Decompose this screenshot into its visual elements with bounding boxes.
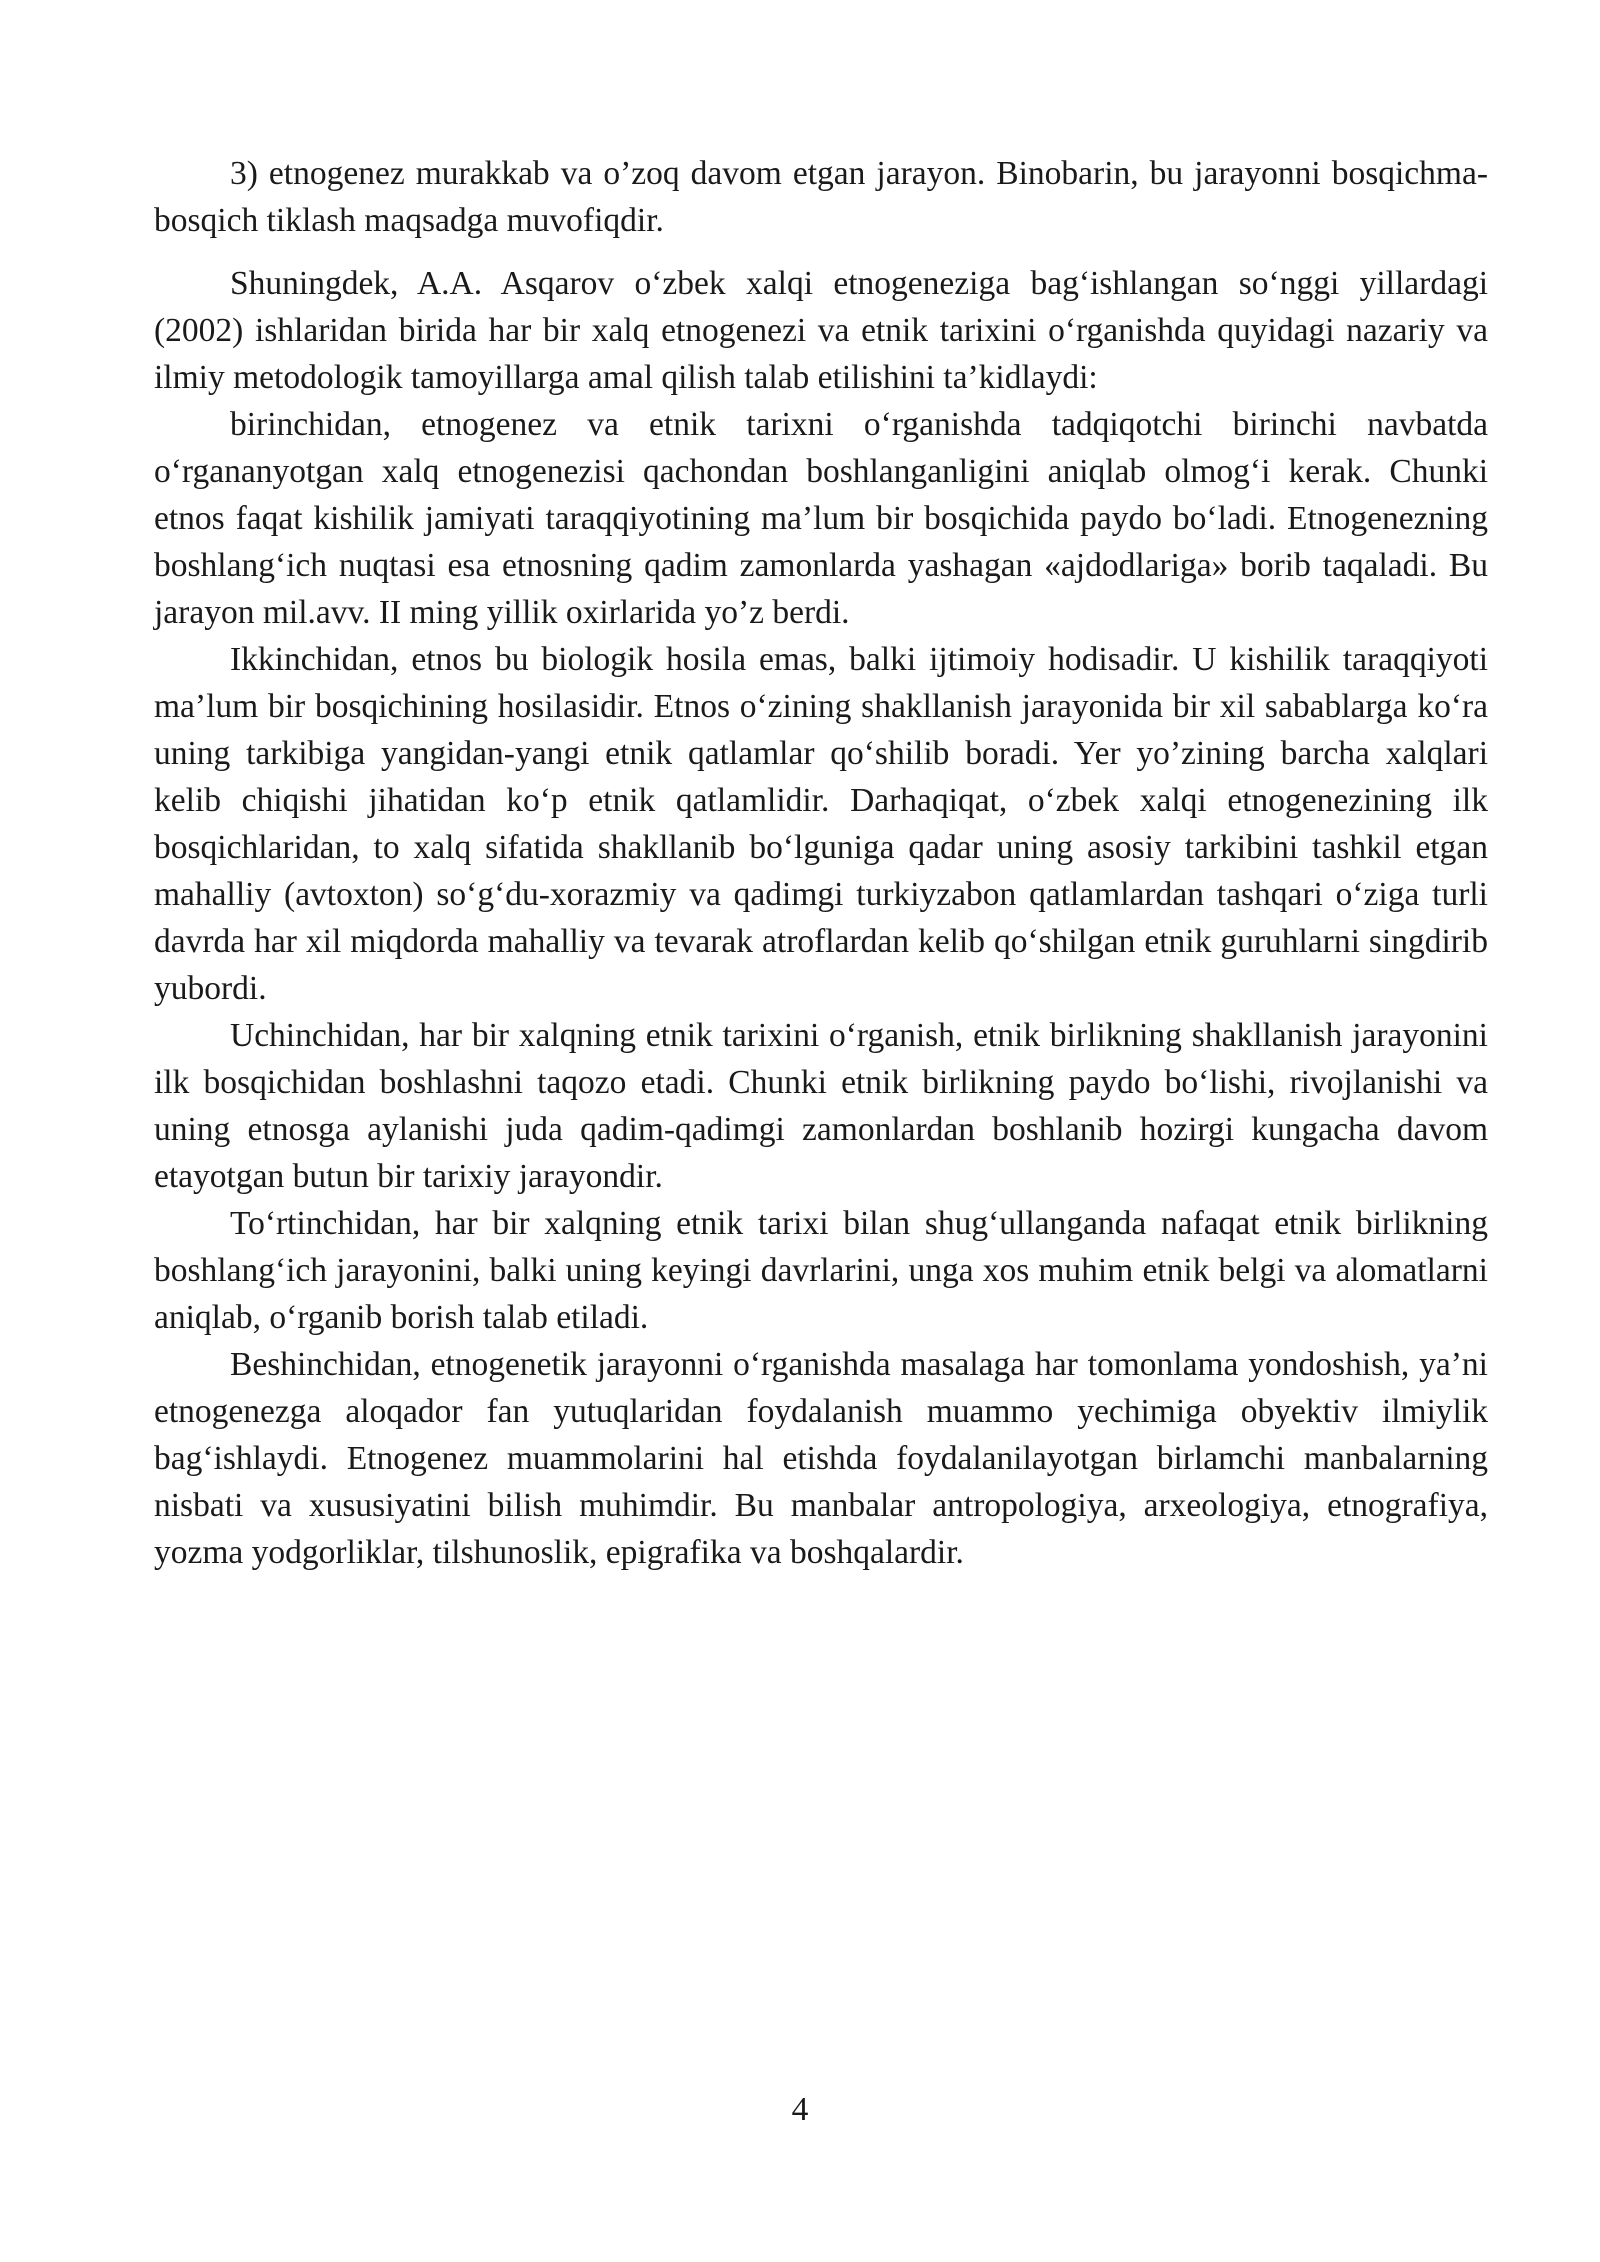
page-number: 4	[791, 2091, 809, 2128]
paragraph-asqarov-principles: Shuningdek, A.A. Asqarov o‘zbek xalqi etnogeneziga bag‘ishlangan so‘nggi yillardagi (2002) ishlaridan birida har bir xalq etnogenezi va etnik tarixini o‘rganishda quyidagi nazariy va ilmiy metodologik tamoyillarga amal qilish talab etilishini ta’kidlaydi:	[154, 265, 1488, 396]
paragraph-fourth-principle: To‘rtinchidan, har bir xalqning etnik tarixi bilan shug‘ullanganda nafaqat etnik birlikning boshlang‘ich jarayonini, balki uning keyingi davrlarini, unga xos muhim etnik belgi va alomatlarni aniqlab, o‘rganib borish talab etiladi.	[154, 1205, 1488, 1336]
paragraph-first-principle: birinchidan, etnogenez va etnik tarixni o‘rganishda tadqiqotchi birinchi navbatda o‘rgananyotgan xalq etnogenezisi qachondan boshlanganligini aniqlab olmog‘i kerak. Chunki etnos faqat kishilik jamiyati taraqqiyotining ma’lum bir bosqichida paydo bo‘ladi. Etnogenezning boshlang‘ich nuqtasi esa etnosning qadim zamonlarda yashagan «ajdodlariga» borib taqaladi. Bu jarayon mil.avv. II ming yillik oxirlarida yo’z berdi.	[154, 406, 1488, 631]
paragraph-second-principle: Ikkinchidan, etnos bu biologik hosila emas, balki ijtimoiy hodisadir. U kishilik taraqqiyoti ma’lum bir bosqichining hosilasidir. Etnos o‘zining shakllanish jarayonida bir xil sabablarga ko‘ra uning tarkibiga yangidan-yangi etnik qatlamlar qo‘shilib boradi. Yer yo’zining barcha xalqlari kelib chiqishi jihatidan ko‘p etnik qatlamlidir. Darhaqiqat, o‘zbek xalqi etnogenezining ilk bosqichlaridan, to xalq sifatida shakllanib bo‘lguniga qadar uning asosiy tarkibini tashkil etgan mahalliy (avtoxton) so‘g‘du-xorazmiy va qadimgi turkiyzabon qatlamlardan tashqari o‘ziga turli davrda har xil miqdorda mahalliy va tevarak atroflardan kelib qo‘shilgan etnik guruhlarni singdirib yubordi.	[154, 641, 1488, 1007]
document-body	[154, 150, 1488, 1576]
paragraph-intro-point-3: 3) etnogenez murakkab va o’zoq davom etgan jarayon. Binobarin, bu jarayonni bosqichma-bosqich tiklash maqsadga muvofiqdir.	[154, 155, 1488, 239]
paragraph-third-principle: Uchinchidan, har bir xalqning etnik tarixini o‘rganish, etnik birlikning shakllanish jarayonini ilk bosqichidan boshlashni taqozo etadi. Chunki etnik birlikning paydo bo‘lishi, rivojlanishi va uning etnosga aylanishi juda qadim-qadimgi zamonlardan boshlanib hozirgi kungacha davom etayotgan butun bir tarixiy jarayondir.	[154, 1017, 1488, 1195]
paragraph-fifth-principle: Beshinchidan, etnogenetik jarayonni o‘rganishda masalaga har tomonlama yondoshish, ya’ni etnogenezga aloqador fan yutuqlaridan foydalanish muammo yechimiga obyektiv ilmiylik bag‘ishlaydi. Etnogenez muammolarini hal etishda foydalanilayotgan birlamchi manbalarning nisbati va xususiyatini bilish muhimdir. Bu manbalar antropologiya, arxeologiya, etnografiya, yozma yodgorliklar, tilshunoslik, epigrafika va boshqalardir.	[154, 1346, 1488, 1571]
